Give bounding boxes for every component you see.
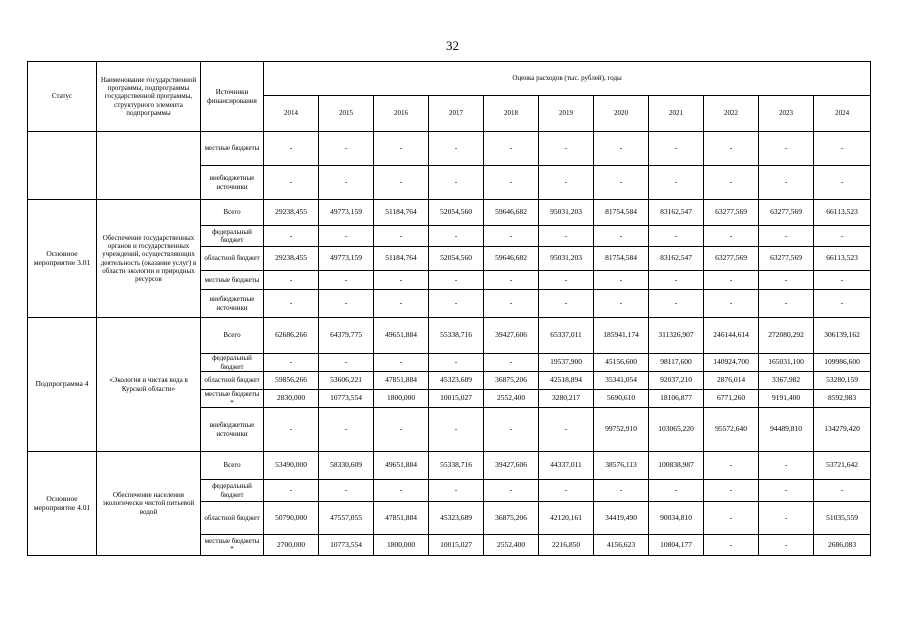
amount-cell: - [649, 226, 704, 247]
amount-cell: 38576,113 [594, 452, 649, 480]
amount-cell: 272080,292 [759, 318, 814, 354]
header-year: 2017 [429, 96, 484, 132]
amount-cell: - [759, 226, 814, 247]
amount-cell: 55338,716 [429, 318, 484, 354]
table-row [28, 132, 871, 166]
amount-cell: 49773,159 [319, 200, 374, 226]
amount-cell: - [759, 166, 814, 200]
amount-cell: - [814, 480, 871, 502]
amount-cell: - [649, 132, 704, 166]
amount-cell: - [319, 132, 374, 166]
amount-cell: - [594, 226, 649, 247]
amount-cell: 10015,027 [429, 390, 484, 408]
amount-cell: 53490,000 [264, 452, 319, 480]
amount-cell: 47557,055 [319, 502, 374, 535]
amount-cell: 2830,000 [264, 390, 319, 408]
amount-cell: 63277,569 [759, 200, 814, 226]
funding-source: федеральный бюджет [201, 480, 264, 502]
amount-cell: 306139,162 [814, 318, 871, 354]
amount-cell: - [594, 290, 649, 318]
amount-cell: - [649, 166, 704, 200]
amount-cell: 2686,083 [814, 535, 871, 556]
amount-cell: 59856,266 [264, 372, 319, 390]
amount-cell: - [429, 271, 484, 290]
funding-source: областной бюджет [201, 372, 264, 390]
amount-cell: 34419,490 [594, 502, 649, 535]
funding-source: местные бюджеты * [201, 390, 264, 408]
amount-cell: - [594, 166, 649, 200]
amount-cell: - [704, 290, 759, 318]
amount-cell: 8592,983 [814, 390, 871, 408]
amount-cell: 45323,689 [429, 502, 484, 535]
amount-cell: - [374, 408, 429, 452]
amount-cell: - [429, 226, 484, 247]
amount-cell: 66113,523 [814, 247, 871, 271]
amount-cell: - [374, 480, 429, 502]
amount-cell: 134279,420 [814, 408, 871, 452]
header-estimate: Оценка расходов (тыс. рублей), годы [264, 62, 871, 96]
amount-cell: 10773,554 [319, 390, 374, 408]
amount-cell: - [704, 271, 759, 290]
funding-source: федеральный бюджет [201, 354, 264, 372]
table-row [28, 452, 871, 480]
amount-cell: - [704, 226, 759, 247]
amount-cell: - [264, 354, 319, 372]
header-year: 2015 [319, 96, 374, 132]
amount-cell: - [759, 480, 814, 502]
header-year: 2018 [484, 96, 539, 132]
amount-cell: - [484, 132, 539, 166]
amount-cell: 36875,206 [484, 372, 539, 390]
amount-cell: - [704, 480, 759, 502]
page-number: 32 [446, 38, 459, 53]
amount-cell: - [484, 408, 539, 452]
amount-cell: - [759, 452, 814, 480]
amount-cell: 42518,894 [539, 372, 594, 390]
amount-cell: 95572,640 [704, 408, 759, 452]
amount-cell: - [814, 226, 871, 247]
amount-cell: 109986,600 [814, 354, 871, 372]
amount-cell: 81754,584 [594, 247, 649, 271]
amount-cell: 52054,560 [429, 247, 484, 271]
amount-cell: - [264, 480, 319, 502]
amount-cell: - [374, 226, 429, 247]
amount-cell: - [264, 408, 319, 452]
amount-cell: - [594, 132, 649, 166]
amount-cell: - [484, 166, 539, 200]
amount-cell: 311326,907 [649, 318, 704, 354]
amount-cell: 53721,642 [814, 452, 871, 480]
amount-cell: 140924,700 [704, 354, 759, 372]
header-year: 2023 [759, 96, 814, 132]
amount-cell: 1800,000 [374, 535, 429, 556]
header-year: 2020 [594, 96, 649, 132]
amount-cell: - [704, 132, 759, 166]
amount-cell: 63277,569 [704, 200, 759, 226]
header-year: 2022 [704, 96, 759, 132]
row-name: Обеспечение государственных органов и государственных учреждений, осуществляющих деятельность (оказание услуг) в области экологии и природных ресурсов [97, 200, 201, 318]
amount-cell: - [484, 271, 539, 290]
amount-cell: 10804,177 [649, 535, 704, 556]
amount-cell: 49773,159 [319, 247, 374, 271]
amount-cell: - [374, 166, 429, 200]
amount-cell: - [429, 480, 484, 502]
budget-table [27, 61, 871, 556]
amount-cell: 53606,221 [319, 372, 374, 390]
row-status [28, 132, 97, 200]
amount-cell: 62686,266 [264, 318, 319, 354]
row-name: Обеспечение населения экологически чистой питьевой водой [97, 452, 201, 556]
table-row [28, 318, 871, 354]
amount-cell: 49651,884 [374, 452, 429, 480]
amount-cell: - [484, 290, 539, 318]
amount-cell: - [484, 354, 539, 372]
funding-source: областной бюджет [201, 247, 264, 271]
amount-cell: - [319, 166, 374, 200]
amount-cell: - [264, 166, 319, 200]
amount-cell: - [264, 290, 319, 318]
amount-cell: 53280,159 [814, 372, 871, 390]
amount-cell: 59646,682 [484, 200, 539, 226]
amount-cell: - [704, 502, 759, 535]
amount-cell: 39427,606 [484, 318, 539, 354]
amount-cell: 246144,614 [704, 318, 759, 354]
amount-cell: 10773,554 [319, 535, 374, 556]
funding-source: местные бюджеты * [201, 535, 264, 556]
amount-cell: 39427,606 [484, 452, 539, 480]
amount-cell: 29238,455 [264, 200, 319, 226]
funding-source: внебюджетные источники [201, 408, 264, 452]
amount-cell: - [264, 271, 319, 290]
amount-cell: - [759, 271, 814, 290]
amount-cell: 92037,210 [649, 372, 704, 390]
amount-cell: 19537,900 [539, 354, 594, 372]
amount-cell: - [484, 226, 539, 247]
amount-cell: 18106,877 [649, 390, 704, 408]
amount-cell: 44337,011 [539, 452, 594, 480]
amount-cell: 5690,610 [594, 390, 649, 408]
amount-cell: 10015,027 [429, 535, 484, 556]
amount-cell: 50790,000 [264, 502, 319, 535]
funding-source: Всего [201, 200, 264, 226]
amount-cell: 100838,987 [649, 452, 704, 480]
amount-cell: - [264, 132, 319, 166]
amount-cell: - [539, 271, 594, 290]
amount-cell: - [759, 535, 814, 556]
amount-cell: 1800,000 [374, 390, 429, 408]
amount-cell: - [759, 502, 814, 535]
amount-cell: 2552,400 [484, 535, 539, 556]
amount-cell: 2876,014 [704, 372, 759, 390]
amount-cell: 55338,716 [429, 452, 484, 480]
amount-cell: - [319, 290, 374, 318]
amount-cell: - [319, 408, 374, 452]
amount-cell: - [319, 354, 374, 372]
amount-cell: - [539, 226, 594, 247]
amount-cell: 95031,203 [539, 247, 594, 271]
amount-cell: 63277,569 [759, 247, 814, 271]
amount-cell: - [704, 166, 759, 200]
amount-cell: - [814, 290, 871, 318]
amount-cell: 165031,100 [759, 354, 814, 372]
funding-source: внебюджетные источники [201, 166, 264, 200]
funding-source: Всего [201, 452, 264, 480]
amount-cell: 9191,400 [759, 390, 814, 408]
amount-cell: 35341,054 [594, 372, 649, 390]
amount-cell: - [704, 452, 759, 480]
amount-cell: - [319, 271, 374, 290]
header-sources: Источники финансирования [201, 62, 264, 132]
amount-cell: 2700,000 [264, 535, 319, 556]
amount-cell: 59646,682 [484, 247, 539, 271]
amount-cell: - [429, 354, 484, 372]
amount-cell: 63277,569 [704, 247, 759, 271]
row-name: «Экология и чистая вода в Курской области» [97, 318, 201, 452]
amount-cell: 103065,220 [649, 408, 704, 452]
funding-source: местные бюджеты [201, 132, 264, 166]
row-name [97, 132, 201, 200]
amount-cell: 45156,600 [594, 354, 649, 372]
amount-cell: - [429, 132, 484, 166]
amount-cell: 3280,217 [539, 390, 594, 408]
header-year: 2021 [649, 96, 704, 132]
funding-source: Всего [201, 318, 264, 354]
amount-cell: - [649, 271, 704, 290]
funding-source: федеральный бюджет [201, 226, 264, 247]
amount-cell: - [649, 480, 704, 502]
amount-cell: - [319, 226, 374, 247]
header-year: 2019 [539, 96, 594, 132]
amount-cell: 81754,584 [594, 200, 649, 226]
amount-cell: - [814, 271, 871, 290]
amount-cell: 49651,884 [374, 318, 429, 354]
table-row [28, 200, 871, 226]
amount-cell: - [429, 290, 484, 318]
amount-cell: 51184,764 [374, 200, 429, 226]
amount-cell: 3367,982 [759, 372, 814, 390]
amount-cell: 45323,689 [429, 372, 484, 390]
amount-cell: 185941,174 [594, 318, 649, 354]
amount-cell: 2552,400 [484, 390, 539, 408]
header-year: 2024 [814, 96, 871, 132]
funding-source: местные бюджеты [201, 271, 264, 290]
funding-source: внебюджетные источники [201, 290, 264, 318]
amount-cell: - [539, 166, 594, 200]
amount-cell: - [374, 132, 429, 166]
amount-cell: 95031,203 [539, 200, 594, 226]
header-status: Статус [28, 62, 97, 132]
funding-source: областной бюджет [201, 502, 264, 535]
amount-cell: 58330,609 [319, 452, 374, 480]
amount-cell: 98117,600 [649, 354, 704, 372]
amount-cell: 94489,810 [759, 408, 814, 452]
row-status: Основное мероприятие 3.01 [28, 200, 97, 318]
amount-cell: 99752,910 [594, 408, 649, 452]
amount-cell: - [539, 132, 594, 166]
amount-cell: - [374, 354, 429, 372]
amount-cell: 2216,850 [539, 535, 594, 556]
amount-cell: 6771,260 [704, 390, 759, 408]
amount-cell: - [594, 480, 649, 502]
amount-cell: - [649, 290, 704, 318]
amount-cell: - [594, 271, 649, 290]
row-status: Подпрограмма 4 [28, 318, 97, 452]
amount-cell: 64379,775 [319, 318, 374, 354]
amount-cell: 36875,206 [484, 502, 539, 535]
amount-cell: - [814, 166, 871, 200]
amount-cell: - [759, 290, 814, 318]
amount-cell: 51184,764 [374, 247, 429, 271]
amount-cell: - [704, 535, 759, 556]
header-name: Наименование государственной программы, подпрограммы государственной программы, структурного элемента подпрограммы [97, 62, 201, 132]
amount-cell: - [374, 290, 429, 318]
amount-cell: 66113,523 [814, 200, 871, 226]
amount-cell: 42120,161 [539, 502, 594, 535]
header-year: 2016 [374, 96, 429, 132]
header-year: 2014 [264, 96, 319, 132]
amount-cell: 47851,884 [374, 502, 429, 535]
amount-cell: - [374, 271, 429, 290]
amount-cell: - [539, 408, 594, 452]
amount-cell: 51035,559 [814, 502, 871, 535]
amount-cell: 47851,884 [374, 372, 429, 390]
amount-cell: 90034,810 [649, 502, 704, 535]
amount-cell: - [814, 132, 871, 166]
amount-cell: 52054,560 [429, 200, 484, 226]
amount-cell: - [429, 408, 484, 452]
amount-cell: 83162,547 [649, 200, 704, 226]
amount-cell: - [264, 226, 319, 247]
amount-cell: - [539, 290, 594, 318]
amount-cell: 83162,547 [649, 247, 704, 271]
amount-cell: - [429, 166, 484, 200]
amount-cell: - [759, 132, 814, 166]
amount-cell: 4156,623 [594, 535, 649, 556]
amount-cell: - [539, 480, 594, 502]
amount-cell: - [484, 480, 539, 502]
amount-cell: 65337,011 [539, 318, 594, 354]
row-status: Основное мероприятие 4.01 [28, 452, 97, 556]
amount-cell: 29238,455 [264, 247, 319, 271]
amount-cell: - [319, 480, 374, 502]
